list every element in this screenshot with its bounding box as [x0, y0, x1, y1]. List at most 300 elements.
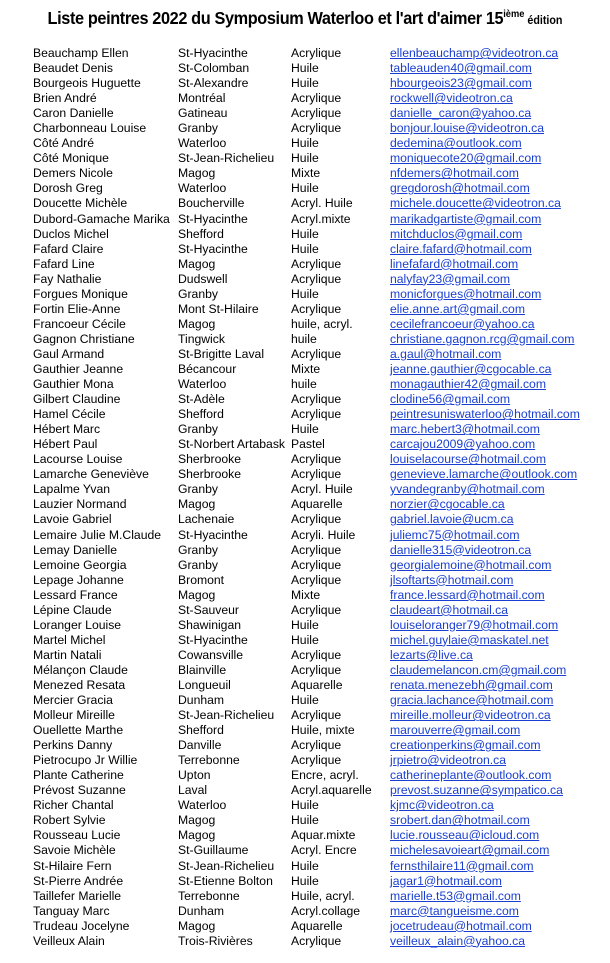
painter-city: St-Jean-Richelieu [178, 151, 275, 166]
painter-email-link[interactable]: linefafard@hotmail.com [390, 256, 519, 271]
painter-name: Veilleux Alain [33, 933, 105, 948]
painter-name: Forgues Monique [33, 286, 128, 301]
painter-city: Gatineau [178, 106, 228, 121]
painter-medium: Acrylique [291, 467, 342, 482]
painter-email-link[interactable]: rockwell@videotron.ca [390, 91, 513, 106]
painter-medium: Acryl.aquarelle [291, 783, 372, 798]
painter-name: Lamarche Geneviève [33, 467, 149, 482]
list-item [0, 708, 610, 723]
list-item [0, 603, 610, 618]
painter-medium: Huile [291, 798, 319, 813]
painter-name: Tanguay Marc [33, 903, 110, 918]
list-item [0, 106, 610, 121]
painter-city: St-Jean-Richelieu [178, 858, 275, 873]
painter-city: Waterloo [178, 136, 227, 151]
painter-medium: Acrylique [291, 346, 342, 361]
painter-email-link[interactable]: jeanne.gauthier@cgocable.ca [390, 361, 552, 376]
painter-name: Gagnon Christiane [33, 331, 135, 346]
painter-medium: Acryli. Huile [291, 527, 356, 542]
list-item [0, 693, 610, 708]
list-item [0, 46, 610, 61]
painter-medium: Acrylique [291, 106, 342, 121]
list-item [0, 467, 610, 482]
list-item [0, 588, 610, 603]
painter-name: Lauzier Normand [33, 497, 127, 512]
painter-name: St-Hilaire Fern [33, 858, 112, 873]
painter-city: St-Hyacinthe [178, 527, 248, 542]
painter-email-link[interactable]: marc@tangueisme.com [390, 903, 519, 918]
list-item [0, 528, 610, 543]
list-item [0, 257, 610, 272]
painter-city: Terrebonne [178, 753, 240, 768]
painter-email-link[interactable]: a.gaul@hotmail.com [390, 346, 502, 361]
painter-medium: Acryl. Encre [291, 843, 357, 858]
title-main: Liste peintres 2022 du Symposium Waterloo et l'art d'aimer 15 [47, 8, 504, 28]
painter-email-link[interactable]: veilleux_alain@yahoo.ca [390, 933, 526, 948]
list-item [0, 843, 610, 858]
painter-name: Pietrocupo Jr Willie [33, 753, 138, 768]
painter-email-link[interactable]: cecilefrancoeur@yahoo.ca [390, 316, 535, 331]
painter-medium: Huile [291, 693, 319, 708]
painter-city: Granby [178, 557, 218, 572]
list-item [0, 332, 610, 347]
painter-email-link[interactable]: claudemelancon.cm@gmail.com [390, 662, 567, 677]
painter-medium: Huile [291, 151, 319, 166]
painter-city: Dunham [178, 903, 225, 918]
list-item [0, 859, 610, 874]
painter-medium: Acrylique [291, 301, 342, 316]
painter-email-link[interactable]: juliemc75@hotmail.com [390, 527, 520, 542]
painter-city: Longueuil [178, 677, 231, 692]
painter-medium: Huile [291, 632, 319, 647]
painter-name: Dorosh Greg [33, 181, 103, 196]
painter-name: Loranger Louise [33, 617, 122, 632]
painter-email-link[interactable]: danielle315@videotron.ca [390, 542, 532, 557]
painter-city: Magog [178, 813, 216, 828]
painter-medium: Huile, acryl. [291, 888, 355, 903]
painter-medium: Acrylique [291, 407, 342, 422]
painter-city: Shawinigan [178, 617, 242, 632]
painter-name: Dubord-Gamache Marika [33, 211, 170, 226]
list-item [0, 61, 610, 76]
list-item [0, 136, 610, 151]
list-item [0, 904, 610, 919]
painter-email-link[interactable]: christiane.gagnon.rcg@gmail.com [390, 331, 575, 346]
list-item [0, 196, 610, 211]
painter-email-link[interactable]: lezarts@live.ca [390, 647, 473, 662]
painter-medium: Acryl. Huile [291, 196, 353, 211]
list-item [0, 227, 610, 242]
list-item [0, 377, 610, 392]
painter-email-link[interactable]: monagauthier42@gmail.com [390, 377, 546, 392]
painter-name: Bourgeois Huguette [33, 76, 141, 91]
painter-medium: Huile [291, 61, 319, 76]
painter-city: Shefford [178, 226, 224, 241]
painter-email-link[interactable]: catherineplante@outlook.com [390, 768, 552, 783]
painter-medium: Acrylique [291, 91, 342, 106]
painter-city: Granby [178, 121, 218, 136]
list-item [0, 166, 610, 181]
painter-name: Demers Nicole [33, 166, 113, 181]
list-item [0, 738, 610, 753]
painter-city: St-Etienne Bolton [178, 873, 273, 888]
painter-city: Shefford [178, 723, 224, 738]
painter-city: Sherbrooke [178, 467, 242, 482]
painter-medium: Acrylique [291, 738, 342, 753]
list-item [0, 618, 610, 633]
painter-medium: Mixte [291, 166, 321, 181]
painter-email-link[interactable]: tableauden40@gmail.com [390, 61, 532, 76]
painter-city: Bromont [178, 572, 225, 587]
list-item [0, 242, 610, 257]
painter-email-link[interactable]: carcajou2009@yahoo.com [390, 437, 536, 452]
painter-medium: Acrylique [291, 271, 342, 286]
painter-city: Danville [178, 738, 222, 753]
painter-name: Savoie Michèle [33, 843, 116, 858]
painter-name: Caron Danielle [33, 106, 114, 121]
list-item [0, 422, 610, 437]
painter-name: Lepage Johanne [33, 572, 124, 587]
painter-medium: Aquarelle [291, 918, 343, 933]
painter-city: Magog [178, 918, 216, 933]
painter-name: Fortin Elie-Anne [33, 301, 121, 316]
painter-email-link[interactable]: france.lessard@hotmail.com [390, 587, 545, 602]
painter-email-link[interactable]: dedemina@outlook.com [390, 136, 522, 151]
painter-name: Brien André [33, 91, 97, 106]
title-superscript: ième [503, 9, 525, 20]
painter-medium: Huile [291, 873, 319, 888]
painter-email-link[interactable]: mireille.molleur@videotron.ca [390, 708, 551, 723]
painter-name: Côté André [33, 136, 94, 151]
painter-email-link[interactable]: louiselacourse@hotmail.com [390, 452, 546, 467]
painter-city: Dudswell [178, 271, 228, 286]
painter-medium: huile [291, 331, 317, 346]
painter-list [0, 46, 610, 949]
painter-email-link[interactable]: renata.menezebh@gmail.com [390, 677, 553, 692]
painter-name: Menezed Resata [33, 677, 126, 692]
painter-email-link[interactable]: michel.guylaie@maskatel.net [390, 632, 549, 647]
painter-medium: huile, acryl. [291, 316, 353, 331]
painter-medium: huile [291, 377, 317, 392]
list-item [0, 783, 610, 798]
painter-email-link[interactable]: claudeart@hotmail.ca [390, 602, 509, 617]
painter-city: Blainville [178, 662, 227, 677]
painter-email-link[interactable]: georgialemoine@hotmail.com [390, 557, 552, 572]
painter-city: Lachenaie [178, 512, 235, 527]
painter-city: Shefford [178, 407, 224, 422]
painter-city: Boucherville [178, 196, 245, 211]
painter-city: Montréal [178, 91, 226, 106]
painter-name: Gaul Armand [33, 346, 105, 361]
list-item [0, 543, 610, 558]
painter-name: Duclos Michel [33, 226, 109, 241]
painter-email-link[interactable]: prevost.suzanne@sympatico.ca [390, 783, 563, 798]
painter-city: Magog [178, 828, 216, 843]
painter-email-link[interactable]: gregdorosh@hotmail.com [390, 181, 530, 196]
painter-email-link[interactable]: srobert.dan@hotmail.com [390, 813, 530, 828]
painter-name: Charbonneau Louise [33, 121, 147, 136]
painter-email-link[interactable]: nalyfay23@gmail.com [390, 271, 511, 286]
painter-name: Martel Michel [33, 632, 106, 647]
list-item [0, 181, 610, 196]
painter-email-link[interactable]: gracia.lachance@hotmail.com [390, 693, 554, 708]
painter-city: Bécancour [178, 361, 237, 376]
list-item [0, 753, 610, 768]
painter-name: Fafard Line [33, 256, 95, 271]
painter-email-link[interactable]: ellenbeauchamp@videotron.ca [390, 46, 559, 60]
painter-medium: Huile [291, 76, 319, 91]
painter-city: Upton [178, 768, 211, 783]
list-item [0, 512, 610, 527]
painter-email-link[interactable]: jocetrudeau@hotmail.com [390, 918, 532, 933]
painter-city: St-Sauveur [178, 602, 239, 617]
painter-city: St-Norbert Artabask [178, 437, 286, 452]
painter-email-link[interactable]: jrpietro@videotron.ca [390, 753, 507, 768]
painter-email-link[interactable]: norzier@cgocable.ca [390, 497, 505, 512]
painter-city: Granby [178, 286, 218, 301]
painter-medium: Mixte [291, 361, 321, 376]
painter-medium: Acrylique [291, 647, 342, 662]
list-item [0, 768, 610, 783]
painter-city: Dunham [178, 693, 225, 708]
painter-name: Lemay Danielle [33, 542, 118, 557]
painter-email-link[interactable]: marc.hebert3@hotmail.com [390, 422, 540, 437]
painter-medium: Acrylique [291, 557, 342, 572]
painter-medium: Acrylique [291, 602, 342, 617]
painter-name: Trudeau Jocelyne [33, 918, 130, 933]
painter-name: Gauthier Jeanne [33, 361, 124, 376]
list-item [0, 302, 610, 317]
painter-name: Lemoine Georgia [33, 557, 127, 572]
painter-medium: Acrylique [291, 256, 342, 271]
list-item [0, 813, 610, 828]
painter-medium: Huile [291, 226, 319, 241]
painter-email-link[interactable]: hbourgeois23@gmail.com [390, 76, 532, 91]
painter-city: St-Colomban [178, 61, 250, 76]
painter-city: Tingwick [178, 331, 225, 346]
list-item [0, 723, 610, 738]
painter-city: Waterloo [178, 181, 227, 196]
painter-medium: Acrylique [291, 662, 342, 677]
page-title [21, 8, 588, 29]
painter-email-link[interactable]: michelesavoieart@gmail.com [390, 843, 550, 858]
list-item [0, 558, 610, 573]
painter-email-link[interactable]: elie.anne.art@gmail.com [390, 301, 525, 316]
painter-city: Magog [178, 316, 216, 331]
painter-name: Lapalme Yvan [33, 482, 111, 497]
painter-medium: Acryl.mixte [291, 211, 351, 226]
painter-medium: Huile [291, 241, 319, 256]
painter-name: Lacourse Louise [33, 452, 123, 467]
painter-name: St-Pierre Andrée [33, 873, 124, 888]
painter-name: Beauchamp Ellen [33, 46, 129, 60]
painter-email-link[interactable]: marouverre@gmail.com [390, 723, 521, 738]
painter-city: Waterloo [178, 798, 227, 813]
painter-city: St-Guillaume [178, 843, 249, 858]
painter-name: Lavoie Gabriel [33, 512, 112, 527]
list-item [0, 648, 610, 663]
painter-medium: Mixte [291, 587, 321, 602]
painter-medium: Acrylique [291, 392, 342, 407]
painter-name: Gilbert Claudine [33, 392, 121, 407]
painter-email-link[interactable]: bonjour.louise@videotron.ca [390, 121, 544, 136]
painter-medium: Huile [291, 181, 319, 196]
painter-city: Magog [178, 497, 216, 512]
list-item [0, 317, 610, 332]
painter-email-link[interactable]: marikadgartiste@gmail.com [390, 211, 542, 226]
painter-city: Cowansville [178, 647, 244, 662]
painter-city: St-Alexandre [178, 76, 249, 91]
list-item [0, 573, 610, 588]
painter-city: Magog [178, 256, 216, 271]
list-item [0, 828, 610, 843]
painter-email-link[interactable]: fernsthilaire11@gmail.com [390, 858, 534, 873]
painter-medium: Aquar.mixte [291, 828, 356, 843]
list-item [0, 889, 610, 904]
painter-name: Mélançon Claude [33, 662, 128, 677]
painter-name: Hébert Paul [33, 437, 98, 452]
painter-city: Mont St-Hilaire [178, 301, 259, 316]
painter-email-link[interactable]: louiseloranger79@hotmail.com [390, 617, 559, 632]
painter-name: Plante Catherine [33, 768, 124, 783]
painter-medium: Huile [291, 286, 319, 301]
painter-name: Fay Nathalie [33, 271, 102, 286]
painter-email-link[interactable]: gabriel.lavoie@ucm.ca [390, 512, 514, 527]
painter-email-link[interactable]: creationperkins@gmail.com [390, 738, 541, 753]
painter-city: Laval [178, 783, 208, 798]
painter-city: St-Hyacinthe [178, 46, 248, 60]
list-item [0, 663, 610, 678]
list-item [0, 633, 610, 648]
painter-email-link[interactable]: clodine56@gmail.com [390, 392, 511, 407]
painter-city: Granby [178, 422, 218, 437]
painter-medium: Acrylique [291, 512, 342, 527]
list-item [0, 497, 610, 512]
painter-email-link[interactable]: lucie.rousseau@icloud.com [390, 828, 540, 843]
list-item [0, 272, 610, 287]
painter-medium: Huile [291, 617, 319, 632]
painter-name: Molleur Mireille [33, 708, 115, 723]
painter-email-link[interactable]: claire.fafard@hotmail.com [390, 241, 532, 256]
painter-medium: Huile [291, 136, 319, 151]
list-item [0, 678, 610, 693]
painter-name: Richer Chantal [33, 798, 114, 813]
painter-medium: Acrylique [291, 572, 342, 587]
painter-name: Lépine Claude [33, 602, 112, 617]
painter-city: Granby [178, 482, 218, 497]
painter-email-link[interactable]: peintresuniswaterloo@hotmail.com [390, 407, 580, 422]
painter-medium: Huile [291, 858, 319, 873]
list-item [0, 362, 610, 377]
list-item [0, 91, 610, 106]
painter-medium: Encre, acryl. [291, 768, 359, 783]
list-item [0, 212, 610, 227]
painter-city: Sherbrooke [178, 452, 242, 467]
list-item [0, 452, 610, 467]
painter-medium: Aquarelle [291, 497, 343, 512]
painter-city: St-Hyacinthe [178, 632, 248, 647]
painter-name: Côté Monique [33, 151, 109, 166]
painter-medium: Huile, mixte [291, 723, 355, 738]
painter-name: Beaudet Denis [33, 61, 113, 76]
painter-email-link[interactable]: genevieve.lamarche@outlook.com [390, 467, 578, 482]
painter-name: Gauthier Mona [33, 377, 114, 392]
painter-city: St-Brigitte Laval [178, 346, 265, 361]
painter-email-link[interactable]: michele.doucette@videotron.ca [390, 196, 561, 211]
painter-city: Waterloo [178, 377, 227, 392]
painter-name: Hébert Marc [33, 422, 101, 437]
painter-name: Robert Sylvie [33, 813, 106, 828]
painter-city: Granby [178, 542, 218, 557]
painter-name: Lemaire Julie M.Claude [33, 527, 162, 542]
list-item [0, 287, 610, 302]
painter-email-link[interactable]: nfdemers@hotmail.com [390, 166, 519, 181]
painter-name: Taillefer Marielle [33, 888, 122, 903]
painter-medium: Acrylique [291, 452, 342, 467]
painter-name: Francoeur Cécile [33, 316, 126, 331]
painter-name: Doucette Michèle [33, 196, 128, 211]
list-item [0, 121, 610, 136]
painter-name: Perkins Danny [33, 738, 113, 753]
list-item [0, 76, 610, 91]
painter-email-link[interactable]: moniquecote20@gmail.com [390, 151, 542, 166]
list-item [0, 151, 610, 166]
painter-city: St-Jean-Richelieu [178, 708, 275, 723]
painter-medium: Aquarelle [291, 677, 343, 692]
painter-name: Prévost Suzanne [33, 783, 126, 798]
painter-email-link[interactable]: kjmc@videotron.ca [390, 798, 494, 813]
painter-medium: Acrylique [291, 753, 342, 768]
painter-name: Martin Natali [33, 647, 102, 662]
painter-email-link[interactable]: monicforgues@hotmail.com [390, 286, 542, 301]
painter-email-link[interactable]: jagar1@hotmail.com [390, 873, 502, 888]
list-item [0, 482, 610, 497]
list-item [0, 437, 610, 452]
painter-name: Fafard Claire [33, 241, 104, 256]
painter-medium: Acrylique [291, 933, 342, 948]
painter-city: St-Adèle [178, 392, 225, 407]
list-item [0, 407, 610, 422]
painter-medium: Huile [291, 422, 319, 437]
painter-medium: Pastel [291, 437, 325, 452]
painter-name: Hamel Cécile [33, 407, 106, 422]
list-item [0, 392, 610, 407]
painter-name: Rousseau Lucie [33, 828, 121, 843]
painter-medium: Acryl. Huile [291, 482, 353, 497]
painter-email-link[interactable]: danielle_caron@yahoo.ca [390, 106, 532, 121]
painter-name: Lessard France [33, 587, 118, 602]
painter-email-link[interactable]: mitchduclos@gmail.com [390, 226, 523, 241]
list-item [0, 934, 610, 949]
painter-city: St-Hyacinthe [178, 211, 248, 226]
list-item [0, 347, 610, 362]
painter-email-link[interactable]: marielle.t53@gmail.com [390, 888, 521, 903]
list-item [0, 874, 610, 889]
painter-medium: Huile [291, 813, 319, 828]
painter-city: Magog [178, 166, 216, 181]
painter-city: St-Hyacinthe [178, 241, 248, 256]
list-item [0, 798, 610, 813]
painter-medium: Acrylique [291, 121, 342, 136]
list-item [0, 919, 610, 934]
painter-city: Magog [178, 587, 216, 602]
painter-email-link[interactable]: yvandegranby@hotmail.com [390, 482, 545, 497]
painter-name: Mercier Gracia [33, 693, 113, 708]
painter-medium: Acrylique [291, 542, 342, 557]
painter-email-link[interactable]: jlsoftarts@hotmail.com [390, 572, 514, 587]
painter-city: Trois-Rivières [178, 933, 253, 948]
painter-city: Terrebonne [178, 888, 240, 903]
